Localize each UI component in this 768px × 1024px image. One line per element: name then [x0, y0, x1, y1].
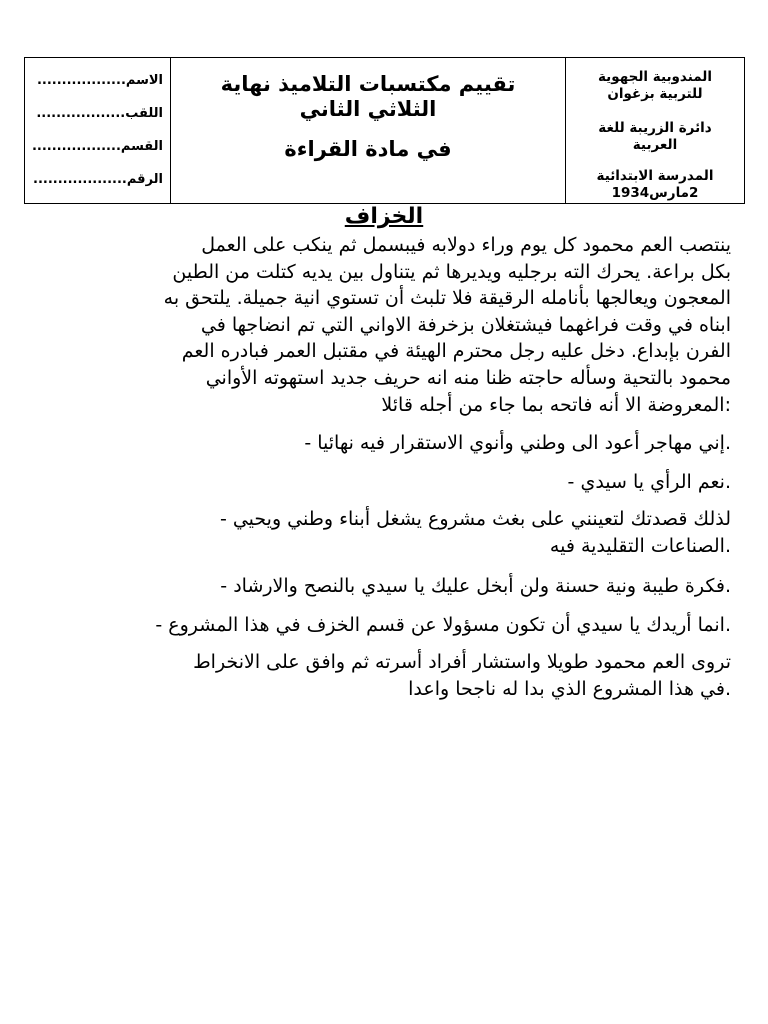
admin-line: للتربية بزغوان [607, 86, 703, 102]
dialogue-paragraph [14, 612, 731, 639]
paragraph-line: المعروضة الا أنه فاتحه بما جاء من أجله قائلا: [381, 393, 731, 416]
paragraph-line: بكل براعة. يحرك الته برجليه ويديرها ثم يتناول بين يديه كتلت من الطين [172, 260, 731, 283]
paragraph-line: الفرن بإبداع. دخل عليه رجل محترم الهيئة في مقتبل العمر فبادره العم [181, 340, 731, 363]
dialogue-line: الصناعات التقليدية فيه. [549, 534, 731, 557]
paragraph-line: تروى العم محمود طويلا واستشار أفراد أسرته ثم وافق على الانخراط [193, 651, 731, 673]
student-class-field: القسم.................. [31, 139, 163, 154]
paragraph-line: ابناه في وقت فراغهما فيشتغلان بزخرفة الاواني التي تم انضاجها في [200, 313, 731, 336]
paragraph-line: المعجون ويعالجها بأنامله الرقيقة فلا تلبث أن تستوي انية جميلة. يلتحق به [163, 287, 731, 310]
exam-title-cell [171, 58, 565, 203]
exam-header-table [24, 57, 745, 204]
exam-subject: في مادة القراءة [284, 137, 452, 161]
school-name [566, 168, 744, 202]
admin-line: العربية [632, 137, 678, 153]
school-district [566, 120, 744, 154]
admin-line: دائرة الزريبة للغة [598, 120, 712, 136]
student-info-cell [25, 58, 170, 203]
dialogue-line: - فكرة طيبة ونية حسنة ولن أبخل عليك يا سيدي بالنصح والارشاد. [220, 575, 731, 597]
dialogue-line: - انما أريدك يا سيدي أن تكون مسؤولا عن قسم الخزف في هذا المشروع. [155, 614, 731, 636]
paragraph-line: في هذا المشروع الذي بدا له ناجحا واعدا. [408, 677, 731, 700]
admin-line: المدرسة الابتدائية [596, 168, 714, 184]
dialogue-paragraph [14, 469, 731, 496]
administration-cell [566, 58, 744, 203]
exam-title-line: تقييم مكتسبات التلاميذ نهاية [220, 72, 516, 96]
student-name-field: الاسم.................. [36, 73, 163, 88]
dialogue-line: - إني مهاجر أعود الى وطني وأنوي الاستقرار فيه نهائيا. [304, 432, 731, 454]
regional-delegation [566, 69, 744, 103]
student-number-field: الرقم................... [33, 172, 163, 187]
admin-line: 2مارس1934 [611, 185, 699, 201]
dialogue-paragraph [14, 506, 731, 559]
exam-title-line: الثلاثي الثاني [299, 97, 437, 121]
dialogue-line: - نعم الرأي يا سيدي. [567, 471, 731, 493]
closing-paragraph [14, 649, 731, 702]
admin-line: المندوبية الجهوية [598, 69, 712, 85]
dialogue-paragraph [14, 573, 731, 600]
narrative-paragraph [14, 232, 731, 418]
paragraph-line: ينتصب العم محمود كل يوم وراء دولابه فيبسمل ثم ينكب على العمل [201, 234, 731, 256]
reading-text-title: الخزاف [344, 204, 424, 229]
paragraph-line: محمود بالتحية وسأله حاجته ظنا منه انه حريف جديد استهوته الأواني [205, 366, 731, 389]
student-surname-field: اللقب.................. [36, 106, 163, 121]
dialogue-line: - لذلك قصدتك لتعينني على بغث مشروع يشغل أبناء وطني ويحيي [219, 508, 731, 530]
dialogue-paragraph [14, 430, 731, 457]
